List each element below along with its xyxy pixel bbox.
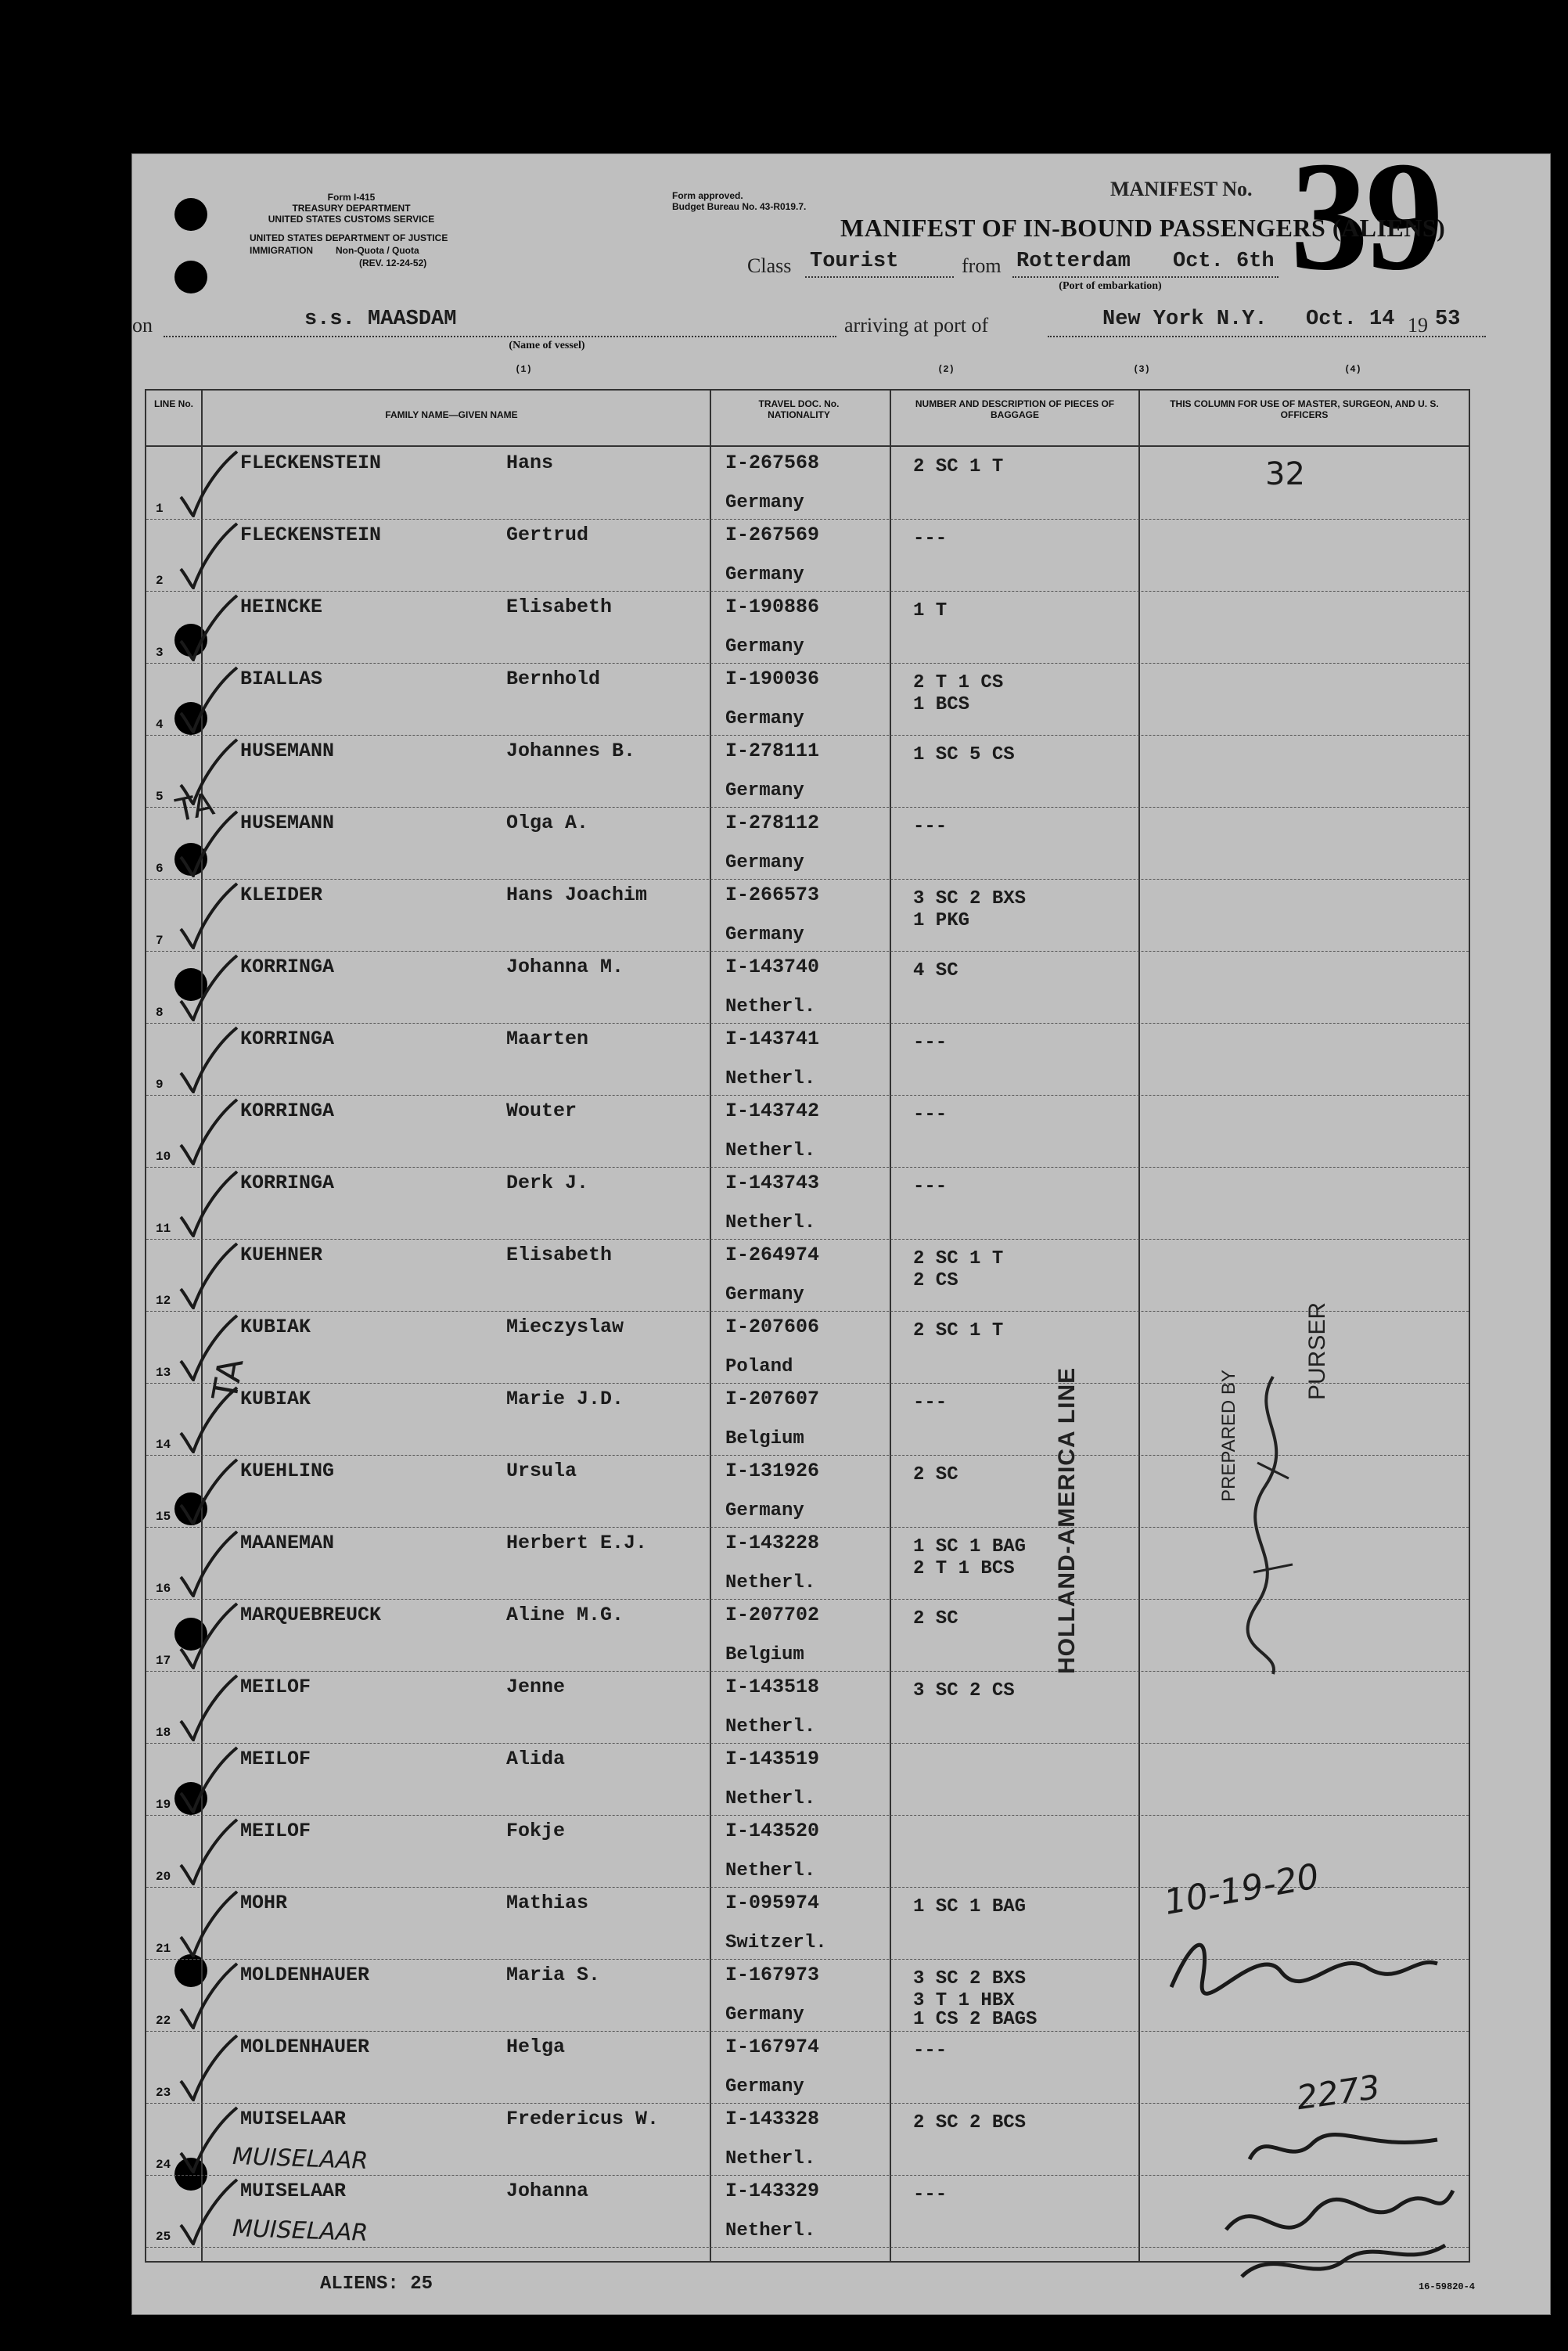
travel-doc-number: I-131926: [725, 1460, 820, 1482]
check-mark-icon: [176, 882, 239, 949]
header-name: FAMILY NAME—GIVEN NAME: [385, 409, 518, 420]
handwritten-name: MUISELAAR: [232, 2214, 369, 2248]
family-name: KORRINGA: [240, 1028, 335, 1050]
line-number: 14: [156, 1438, 171, 1452]
nationality: Netherl.: [725, 1212, 816, 1233]
travel-doc-number: I-267569: [725, 524, 820, 546]
line-number: 6: [156, 862, 164, 876]
given-name: Elisabeth: [506, 1244, 613, 1266]
handwritten-name: MUISELAAR: [232, 2142, 369, 2176]
port-embarkation-label: (Port of embarkation): [1059, 280, 1162, 292]
nationality: Germany: [725, 564, 804, 585]
travel-doc-number: I-207607: [725, 1388, 820, 1410]
col-num-4: (4): [1344, 364, 1361, 375]
year-suffix: 53: [1435, 308, 1461, 331]
given-name: Gertrud: [506, 524, 589, 546]
travel-doc-number: I-143329: [725, 2180, 820, 2202]
arriving-label: arriving at port of: [844, 314, 989, 337]
immigration-label: IMMIGRATION: [250, 245, 314, 256]
header-line-no: LINE No.: [154, 398, 193, 409]
travel-doc-number: I-207702: [725, 1604, 820, 1626]
year-prefix: 19: [1408, 314, 1428, 337]
vessel-name: s.s. MAASDAM: [304, 308, 457, 331]
approval-block: [672, 190, 876, 212]
baggage-line-1: ---: [913, 1176, 948, 1197]
line-number: 5: [156, 790, 164, 804]
nationality: Poland: [725, 1356, 793, 1377]
family-name: HEINCKE: [240, 596, 323, 618]
baggage-line-1: 3 SC 2 BXS: [913, 888, 1027, 909]
line-number: 22: [156, 2014, 171, 2028]
baggage-line-1: ---: [913, 2184, 948, 2205]
baggage-line-1: 4 SC: [913, 960, 958, 981]
table-row: [146, 1743, 1469, 1816]
nationality: Netherl.: [725, 1068, 816, 1089]
line-number: 2: [156, 574, 164, 588]
col-num-3: (3): [1133, 364, 1150, 375]
family-name: MEILOF: [240, 1676, 311, 1698]
baggage-line-1: 2 SC 1 T: [913, 456, 1004, 477]
baggage-line-2: 2 T 1 BCS: [913, 1558, 1015, 1579]
manifest-page: [131, 130, 1551, 2315]
approval-label: Form approved.: [672, 190, 743, 201]
family-name: MEILOF: [240, 1748, 311, 1770]
table-row: [146, 1167, 1469, 1240]
check-mark-icon: [176, 1746, 239, 1813]
travel-doc-number: I-143328: [725, 2108, 820, 2130]
binder-hole: [174, 261, 207, 293]
rev-label: (REV. 12-24-52): [359, 257, 427, 268]
baggage-line-1: ---: [913, 1032, 948, 1053]
table-row: [146, 2031, 1469, 2104]
travel-doc-number: I-095974: [725, 1892, 820, 1914]
check-mark-icon: [176, 522, 239, 589]
line-number: 19: [156, 1798, 171, 1812]
baggage-line-1: ---: [913, 816, 948, 837]
col-num-1: (1): [515, 364, 532, 375]
baggage-line-2: 3 T 1 HBX: [913, 1990, 1015, 2011]
line-number: 11: [156, 1222, 171, 1236]
baggage-line-1: 2 SC 2 BCS: [913, 2112, 1027, 2133]
given-name: Hans Joachim: [506, 884, 648, 906]
given-name: Bernhold: [506, 668, 601, 690]
manifest-title: MANIFEST OF IN-BOUND PASSENGERS (ALIENS): [840, 214, 1446, 242]
check-mark-icon: [176, 1602, 239, 1669]
officer-signature: [1163, 1924, 1445, 2011]
arrival-port: New York N.Y.: [1102, 308, 1268, 331]
prepared-by-stamp: [1218, 1370, 1240, 1502]
margin-note-ta: TA: [205, 1355, 252, 1404]
travel-doc-number: I-143740: [725, 956, 820, 978]
baggage-line-1: 2 T 1 CS: [913, 672, 1004, 693]
handwritten-number-note: 2273: [1294, 2067, 1383, 2118]
given-name: Hans: [506, 452, 554, 474]
check-mark-icon: [176, 1458, 239, 1525]
check-mark-icon: [176, 1818, 239, 1885]
check-mark-icon: [176, 1530, 239, 1597]
family-name: HUSEMANN: [240, 812, 335, 834]
travel-doc-number: I-267568: [725, 452, 820, 474]
family-name: HUSEMANN: [240, 740, 335, 762]
baggage-line-1: 1 SC 1 BAG: [913, 1536, 1027, 1557]
stamp-line-name: HOLLAND-AMERICA LINE: [1054, 1366, 1080, 1674]
family-name: KUEHNER: [240, 1244, 323, 1266]
check-mark-icon: [176, 2034, 239, 2101]
family-name: FLECKENSTEIN: [240, 524, 382, 546]
given-name: Helga: [506, 2036, 566, 2058]
travel-doc-number: I-167974: [725, 2036, 820, 2058]
treasury-label: TREASURY DEPARTMENT: [292, 203, 411, 214]
check-mark-icon: [176, 450, 239, 517]
given-name: Aline M.G.: [506, 1604, 624, 1626]
given-name: Johanna M.: [506, 956, 624, 978]
handwritten-date-note: 10-19-20: [1161, 1856, 1322, 1923]
nationality: Netherl.: [725, 2148, 816, 2169]
family-name: KLEIDER: [240, 884, 323, 906]
nationality: Germany: [725, 636, 804, 657]
form-block-left: [250, 192, 453, 225]
nationality: Netherl.: [725, 996, 816, 1017]
family-name: KORRINGA: [240, 1100, 335, 1122]
given-name: Fredericus W.: [506, 2108, 660, 2130]
purser-signature: [1242, 1369, 1304, 1682]
baggage-line-1: 1 SC 1 BAG: [913, 1896, 1027, 1917]
family-name: KUBIAK: [240, 1316, 311, 1338]
given-name: Mieczyslaw: [506, 1316, 624, 1338]
line-number: 13: [156, 1366, 171, 1380]
line-number: 16: [156, 1582, 171, 1596]
travel-doc-number: I-143520: [725, 1820, 820, 1842]
on-label: on: [132, 314, 153, 337]
baggage-line-1: 2 SC: [913, 1464, 958, 1485]
binder-hole: [174, 198, 207, 231]
given-name: Mathias: [506, 1892, 589, 1914]
table-row: [146, 951, 1469, 1024]
baggage-line-1: ---: [913, 528, 948, 549]
family-name: KUEHLING: [240, 1460, 335, 1482]
travel-doc-number: I-190886: [725, 596, 820, 618]
nationality: Germany: [725, 924, 804, 945]
baggage-line-1: ---: [913, 1104, 948, 1125]
nationality: Netherl.: [725, 1140, 816, 1161]
table-row: [146, 447, 1469, 520]
table-row: [146, 879, 1469, 952]
customs-label: UNITED STATES CUSTOMS SERVICE: [268, 214, 435, 225]
line-number: 1: [156, 502, 164, 516]
given-name: Derk J.: [506, 1172, 589, 1194]
baggage-line-3: 1 CS 2 BAGS: [913, 2009, 1038, 2030]
header-officers: THIS COLUMN FOR USE OF MASTER, SURGEON, AND U. S. OFFICERS: [1170, 398, 1439, 420]
table-row: [146, 1239, 1469, 1312]
nationality: Germany: [725, 1500, 804, 1521]
line-number: 7: [156, 934, 164, 948]
baggage-line-1: 2 SC 1 T: [913, 1248, 1004, 1269]
table-row: [146, 663, 1469, 736]
nationality: Netherl.: [725, 1860, 816, 1881]
vessel-label: (Name of vessel): [509, 340, 585, 351]
embark-date-value: Oct. 6th: [1173, 250, 1275, 273]
family-name: KUBIAK: [240, 1388, 311, 1410]
check-mark-icon: [176, 666, 239, 733]
travel-doc-number: I-264974: [725, 1244, 820, 1266]
table-row: [146, 1023, 1469, 1096]
class-value: Tourist: [810, 250, 899, 273]
nationality: Germany: [725, 492, 804, 513]
check-mark-icon: [176, 1098, 239, 1165]
check-mark-icon: [176, 1242, 239, 1309]
check-mark-icon: [176, 2106, 239, 2173]
port-embarkation-value: Rotterdam: [1016, 250, 1131, 273]
nationality: Netherl.: [725, 1572, 816, 1593]
table-header: [146, 391, 1469, 447]
table-row: [146, 591, 1469, 664]
check-mark-icon: [176, 1674, 239, 1741]
family-name: FLECKENSTEIN: [240, 452, 382, 474]
baggage-line-1: 1 T: [913, 600, 948, 621]
nationality: Germany: [725, 780, 804, 801]
arrival-date: Oct. 14: [1306, 308, 1395, 331]
family-name: KORRINGA: [240, 956, 335, 978]
travel-doc-number: I-266573: [725, 884, 820, 906]
line-number: 12: [156, 1294, 171, 1308]
nationality: Germany: [725, 1284, 804, 1305]
nationality: Germany: [725, 708, 804, 729]
officer-signature-2: [1242, 2120, 1445, 2175]
travel-doc-number: I-167973: [725, 1964, 820, 1986]
family-name: MAANEMAN: [240, 1532, 335, 1554]
table-row: [146, 807, 1469, 880]
given-name: Olga A.: [506, 812, 589, 834]
given-name: Maria S.: [506, 1964, 601, 1986]
given-name: Marie J.D.: [506, 1388, 624, 1410]
nationality: Belgium: [725, 1428, 804, 1449]
nationality: Switzerl.: [725, 1932, 827, 1953]
line-number: 17: [156, 1654, 171, 1668]
holland-america-stamp: [1054, 1367, 1081, 1674]
officer-note: 32: [1265, 456, 1305, 492]
line-number: 24: [156, 2158, 171, 2172]
given-name: Johannes B.: [506, 740, 636, 762]
family-name: MEILOF: [240, 1820, 311, 1842]
travel-doc-number: I-278111: [725, 740, 820, 762]
travel-doc-number: I-207606: [725, 1316, 820, 1338]
line-number: 9: [156, 1078, 164, 1092]
travel-doc-number: I-143743: [725, 1172, 820, 1194]
line-number: 25: [156, 2230, 171, 2244]
from-label: from: [962, 254, 1002, 277]
given-name: Elisabeth: [506, 596, 613, 618]
passenger-table: [145, 389, 1470, 2263]
family-name: MUISELAAR: [240, 2180, 347, 2202]
line-number: 23: [156, 2086, 171, 2100]
stamp-purser: PURSER: [1304, 1302, 1330, 1400]
family-name: KORRINGA: [240, 1172, 335, 1194]
family-name: BIALLAS: [240, 668, 323, 690]
nationality: Germany: [725, 2004, 804, 2025]
travel-doc-number: I-143519: [725, 1748, 820, 1770]
line-number: 4: [156, 718, 164, 732]
table-row: [146, 519, 1469, 592]
line-number: 8: [156, 1006, 164, 1020]
baggage-line-1: 3 SC 2 BXS: [913, 1968, 1027, 1989]
check-mark-icon: [176, 594, 239, 661]
line-number: 20: [156, 1870, 171, 1884]
line-number: 18: [156, 1726, 171, 1740]
nationality: Netherl.: [725, 2220, 816, 2241]
line-number: 15: [156, 1510, 171, 1524]
budget-label: Budget Bureau No. 43-R019.7.: [672, 201, 807, 212]
justice-label: UNITED STATES DEPARTMENT OF JUSTICE: [250, 232, 448, 243]
table-row: [146, 735, 1469, 808]
baggage-line-1: ---: [913, 2040, 948, 2061]
nationality: Netherl.: [725, 1716, 816, 1737]
baggage-line-1: 3 SC 2 CS: [913, 1680, 1015, 1701]
header-travel-doc: TRAVEL DOC. No. NATIONALITY: [758, 398, 840, 420]
family-name: MOLDENHAUER: [240, 1964, 370, 1986]
travel-doc-number: I-143518: [725, 1676, 820, 1698]
baggage-line-2: 2 CS: [913, 1270, 958, 1291]
family-name: MOHR: [240, 1892, 288, 1914]
baggage-line-1: 1 SC 5 CS: [913, 744, 1015, 765]
nationality: Germany: [725, 852, 804, 873]
given-name: Fokje: [506, 1820, 566, 1842]
aliens-count: ALIENS: 25: [320, 2274, 433, 2295]
travel-doc-number: I-143741: [725, 1028, 820, 1050]
check-mark-icon: [176, 2178, 239, 2245]
manifest-number: 39: [1290, 130, 1440, 303]
manifest-no-label: MANIFEST No.: [1110, 178, 1253, 200]
line-number: 3: [156, 646, 164, 660]
table-row: [146, 1095, 1469, 1168]
baggage-line-1: ---: [913, 1392, 948, 1413]
baggage-line-2: 1 BCS: [913, 694, 970, 715]
from-underline: [1012, 276, 1278, 278]
col-num-2: (2): [937, 364, 955, 375]
given-name: Herbert E.J.: [506, 1532, 648, 1554]
travel-doc-number: I-143228: [725, 1532, 820, 1554]
nationality: Belgium: [725, 1644, 804, 1665]
line-number: 21: [156, 1942, 171, 1956]
check-mark-icon: [176, 1962, 239, 2029]
baggage-line-1: 2 SC 1 T: [913, 1320, 1004, 1341]
check-mark-icon: [176, 1170, 239, 1237]
form-number: Form I-415: [327, 192, 376, 203]
nationality: Germany: [725, 2076, 804, 2097]
given-name: Alida: [506, 1748, 566, 1770]
stamp-prepared-by: PREPARED BY: [1218, 1370, 1239, 1502]
family-name: MARQUEBREUCK: [240, 1604, 382, 1626]
print-code: 16-59820-4: [1418, 2281, 1475, 2292]
family-name: MOLDENHAUER: [240, 2036, 370, 2058]
baggage-line-2: 1 PKG: [913, 910, 970, 931]
travel-doc-number: I-278112: [725, 812, 820, 834]
header-baggage: NUMBER AND DESCRIPTION OF PIECES OF BAGGAGE: [915, 398, 1115, 420]
travel-doc-number: I-190036: [725, 668, 820, 690]
given-name: Ursula: [506, 1460, 577, 1482]
family-name: MUISELAAR: [240, 2108, 347, 2130]
check-mark-icon: [176, 954, 239, 1021]
check-mark-icon: [176, 1026, 239, 1093]
given-name: Johanna: [506, 2180, 589, 2202]
class-underline: [805, 276, 954, 278]
margin-note-ta: TA: [172, 786, 218, 830]
purser-stamp: [1304, 1302, 1331, 1400]
check-mark-icon: [176, 1890, 239, 1957]
line-number: 10: [156, 1150, 171, 1164]
given-name: Jenne: [506, 1676, 566, 1698]
quota-label: Non-Quota / Quota: [336, 245, 419, 256]
travel-doc-number: I-143742: [725, 1100, 820, 1122]
class-label: Class: [747, 254, 792, 277]
given-name: Wouter: [506, 1100, 577, 1122]
given-name: Maarten: [506, 1028, 589, 1050]
vessel-underline: [164, 336, 836, 337]
nationality: Netherl.: [725, 1788, 816, 1809]
baggage-line-1: 2 SC: [913, 1608, 958, 1629]
